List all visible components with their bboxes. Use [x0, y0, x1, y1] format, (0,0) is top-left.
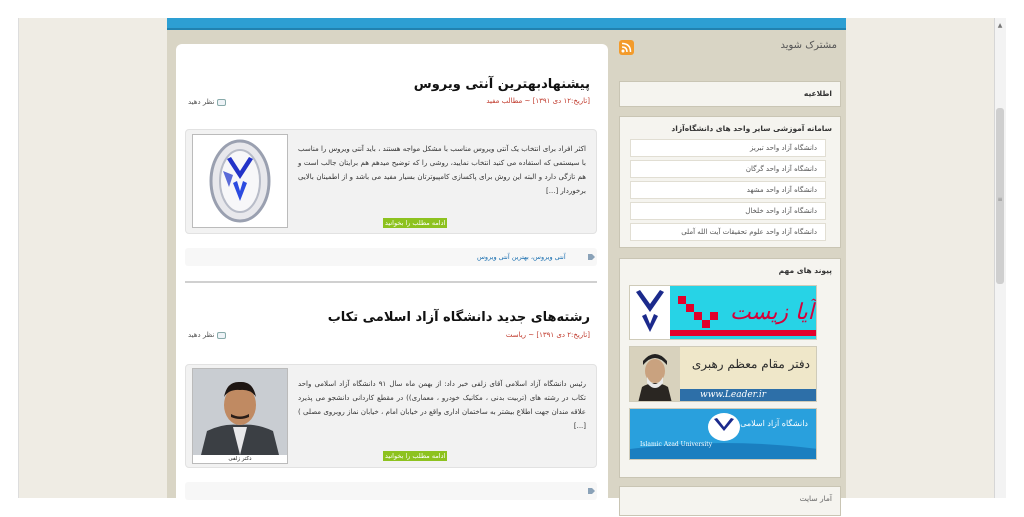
- post-meta[interactable]: [تاریخ:۲ دی ۱۳۹۱] ~ ریاست: [505, 331, 590, 339]
- comment-icon: [217, 99, 226, 106]
- post-excerpt: رئیس دانشگاه آزاد اسلامی آقای زلفی خبر داد: از بهمن ماه سال ۹۱ دانشگاه آزاد اسلامی واحد تکاب در رشته های (تربیت بدنی ، مکانیک خودرو ، معماری)) در مقطع کاردانی دانشجو می پذیرد علاقه مندان جهت اطلاع بیشتر به ساختمان اداری واقع در خیابان امام ، خیابان نماز روبروی مصلی ) [...]: [298, 380, 587, 430]
- school-link[interactable]: دانشگاه آزاد واحد خلخال: [630, 202, 826, 220]
- notice-widget: [619, 81, 841, 107]
- post-title[interactable]: رشته‌های جدید دانشگاه آزاد اسلامی تکاب: [327, 310, 590, 325]
- banner-1-text: آیا زیست: [730, 300, 814, 325]
- top-bar: [167, 18, 846, 30]
- banner-2-text: دفتر مقام معظم رهبری: [691, 357, 810, 371]
- stats-widget: [619, 486, 841, 516]
- post-thumbnail[interactable]: [192, 134, 288, 228]
- banner-1[interactable]: [629, 285, 817, 340]
- school-link[interactable]: دانشگاه آزاد واحد علوم تحقیقات آیت الله آملی: [630, 223, 826, 241]
- subscribe-header: [619, 34, 841, 66]
- post-excerpt-box: [185, 129, 597, 234]
- scroll-grip-icon: ≡: [997, 196, 1003, 203]
- important-links-widget: [619, 258, 841, 478]
- tags-row: [185, 482, 597, 500]
- banner-3-graphic: [630, 409, 817, 460]
- post-excerpt: اکثر افراد برای انتخاب یک آنتی ویروس مناسب با مشکل مواجه هستند ، باید آنتی ویروس را مناسب با سیستمی که استفاده می کنید انتخاب نمایید، روشی را که توضیح میدهم هم برایتان جالب است و هم تازگی دارد و البته این روش برای پاکسازی کامپیوترتان بسیار مفید می باشد و از اطمینان بالایی برخوردار [...]: [298, 145, 586, 195]
- schools-widget: [619, 116, 841, 248]
- antivirus-image: [193, 135, 287, 227]
- post-meta[interactable]: [تاریخ:۱۲ دی ۱۳۹۱] ~ مطالب مفید: [486, 97, 590, 105]
- main-content: [176, 44, 608, 504]
- school-link[interactable]: دانشگاه آزاد واحد گرگان: [630, 160, 826, 178]
- banner-2[interactable]: [629, 346, 817, 402]
- comments-label: نظر دهید: [188, 98, 215, 106]
- tag-icon: [587, 487, 596, 495]
- post-title[interactable]: پیشنهادبهترین آنتی ویروس: [413, 77, 590, 92]
- comments-link[interactable]: [188, 98, 226, 106]
- page-wrapper: [167, 18, 846, 503]
- banner-3-text: دانشگاه آزاد اسلامی: [740, 419, 808, 428]
- rss-icon[interactable]: [619, 40, 634, 55]
- banner-3[interactable]: [629, 408, 817, 460]
- read-more-button[interactable]: ادامه مطلب را بخوانید: [385, 219, 446, 227]
- portrait-image: [193, 369, 287, 455]
- banner-2-url: www.Leader.ir: [700, 390, 767, 400]
- tag-icon: [587, 253, 596, 261]
- tags-row: [185, 248, 597, 266]
- comments-link[interactable]: [188, 331, 226, 339]
- stats-title: آمار سایت: [799, 494, 832, 503]
- post-thumbnail[interactable]: [192, 368, 288, 464]
- portrait-caption: دکتر زلفی: [228, 456, 252, 462]
- post-excerpt-box: [185, 364, 597, 468]
- post-tags[interactable]: آنتی ویروس، بهترین آنتی ویروس: [477, 253, 566, 261]
- post-separator: [185, 281, 597, 283]
- subscribe-title: مشترک شوید: [780, 40, 837, 51]
- banner-3-sub: Islamic Azad University: [640, 441, 713, 448]
- notice-title: اطلاعیه: [803, 89, 832, 98]
- important-links-title: پیوند های مهم: [778, 266, 832, 275]
- school-link[interactable]: دانشگاه آزاد واحد مشهد: [630, 181, 826, 199]
- comment-icon: [217, 332, 226, 339]
- schools-title: سامانه آموزشی سایر واحد های دانشگاه‌آزاد: [671, 124, 832, 133]
- scroll-up-icon[interactable]: ▲: [997, 22, 1003, 29]
- comments-label: نظر دهید: [188, 331, 215, 339]
- read-more-button[interactable]: ادامه مطلب را بخوانید: [385, 452, 446, 460]
- school-link[interactable]: دانشگاه آزاد واحد تبریز: [630, 139, 826, 157]
